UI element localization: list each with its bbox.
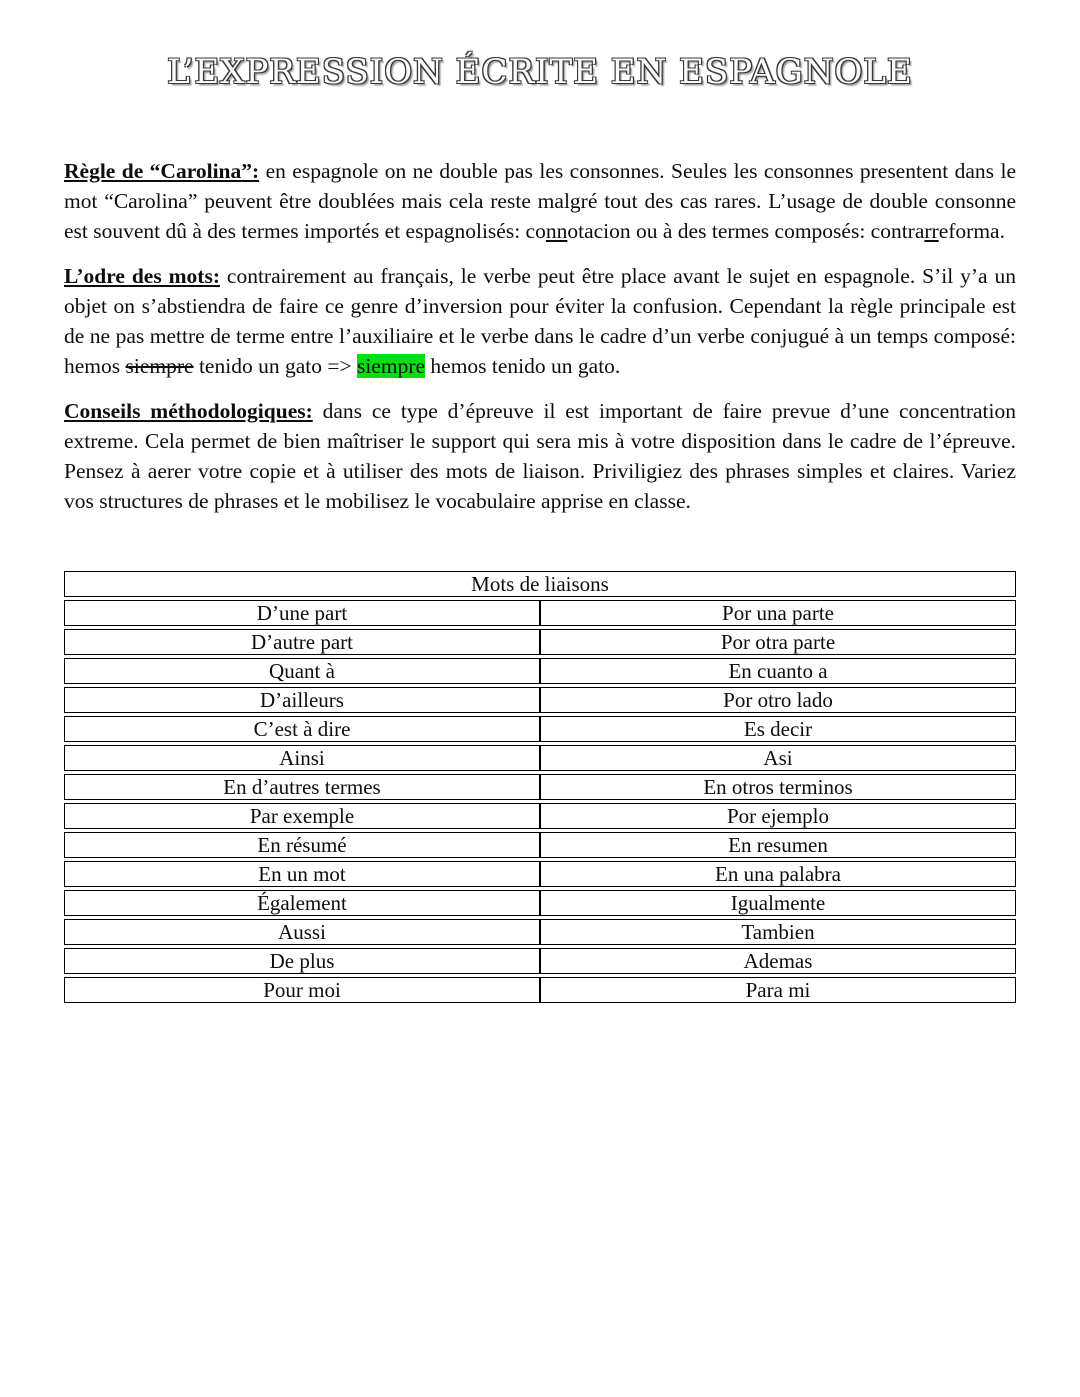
spanish-cell: Por otra parte <box>540 629 1016 655</box>
spanish-cell: En cuanto a <box>540 658 1016 684</box>
spanish-cell: Por una parte <box>540 600 1016 626</box>
spanish-cell: Por otro lado <box>540 687 1016 713</box>
method-advice-paragraph <box>64 396 1016 516</box>
paragraph-text: hemos tenido un gato. <box>425 354 621 378</box>
paragraph-lead-conseils: Conseils méthodologiques: <box>64 399 313 423</box>
paragraph-text: eforma. <box>938 219 1005 243</box>
table-row <box>64 687 1016 713</box>
spanish-cell: Ademas <box>540 948 1016 974</box>
spanish-cell: En otros terminos <box>540 774 1016 800</box>
table-row <box>64 919 1016 945</box>
french-cell: D’une part <box>64 600 540 626</box>
table-row <box>64 948 1016 974</box>
table-row <box>64 832 1016 858</box>
french-cell: D’ailleurs <box>64 687 540 713</box>
spanish-cell: Para mi <box>540 977 1016 1003</box>
french-cell: Quant à <box>64 658 540 684</box>
paragraph-text: dans ce type d’épreuve il est important de faire prevue d’une concentration extreme. Cela permet de bien maîtriser le support qui sera mis à votre disposition dans le cadre de l’épreuve. Pensez à aerer votre copie et à utiliser des mots de liaison. Priviligiez des phrases simples et claires. Variez vos structures de phrases et le mobilisez le vocabulaire apprise en classe. <box>64 399 1016 513</box>
table-title: Mots de liaisons <box>64 571 1016 597</box>
spanish-cell: Igualmente <box>540 890 1016 916</box>
table-row <box>64 745 1016 771</box>
table-row <box>64 658 1016 684</box>
underlined-letters-rr: rr <box>924 219 939 243</box>
french-cell: En un mot <box>64 861 540 887</box>
paragraph-text: tenido un gato => <box>193 354 357 378</box>
table-row <box>64 629 1016 655</box>
rule-carolina-paragraph <box>64 156 1016 246</box>
paragraph-text: otacion ou à des termes composés: contra <box>567 219 925 243</box>
table-row <box>64 774 1016 800</box>
table-row <box>64 861 1016 887</box>
page-title: L’EXPRESSION ÉCRITE EN ESPAGNOLE <box>167 52 913 92</box>
french-cell: C’est à dire <box>64 716 540 742</box>
french-cell: En résumé <box>64 832 540 858</box>
spanish-cell: Es decir <box>540 716 1016 742</box>
paragraph-lead-ordre: L’odre des mots: <box>64 264 220 288</box>
green-highlighted-word: siempre <box>356 354 426 378</box>
strikethrough-word: siempre <box>125 354 194 378</box>
french-cell: D’autre part <box>64 629 540 655</box>
word-order-paragraph <box>64 261 1016 381</box>
french-cell: Ainsi <box>64 745 540 771</box>
french-cell: Également <box>64 890 540 916</box>
french-cell: Pour moi <box>64 977 540 1003</box>
table-header-row <box>64 571 1016 597</box>
spanish-cell: En resumen <box>540 832 1016 858</box>
spanish-cell: Por ejemplo <box>540 803 1016 829</box>
spanish-cell: Tambien <box>540 919 1016 945</box>
french-cell: En d’autres termes <box>64 774 540 800</box>
french-cell: Aussi <box>64 919 540 945</box>
paragraph-text: contrairement au français, le verbe peut être place avant le sujet en espagnole. S’il y’a un objet on s’abstiendra de faire ce genre d’inversion pour éviter la confusion. Cependant la règle principale est de ne pas mettre de terme entre l’auxiliaire et le verbe dans le cadre d’un verbe conjugué à un temps composé: hemos <box>64 264 1016 378</box>
paragraph-lead-carolina: Règle de “Carolina”: <box>64 159 260 183</box>
table-row <box>64 977 1016 1003</box>
table-row <box>64 716 1016 742</box>
paragraph-text: en espagnole on ne double pas les consonnes. Seules les consonnes presentent dans le mot “Carolina” peuvent être doublées mais cela reste malgré tout des cas rares. L’usage de double consonne est souvent dû à des termes importés et espagnolisés: co <box>64 159 1016 243</box>
spanish-cell: En una palabra <box>540 861 1016 887</box>
french-cell: De plus <box>64 948 540 974</box>
table-row <box>64 803 1016 829</box>
spanish-cell: Asi <box>540 745 1016 771</box>
table-row <box>64 600 1016 626</box>
underlined-letters-nn: nn <box>545 219 568 243</box>
french-cell: Par exemple <box>64 803 540 829</box>
table-row <box>64 890 1016 916</box>
liaison-words-table <box>64 568 1016 1006</box>
